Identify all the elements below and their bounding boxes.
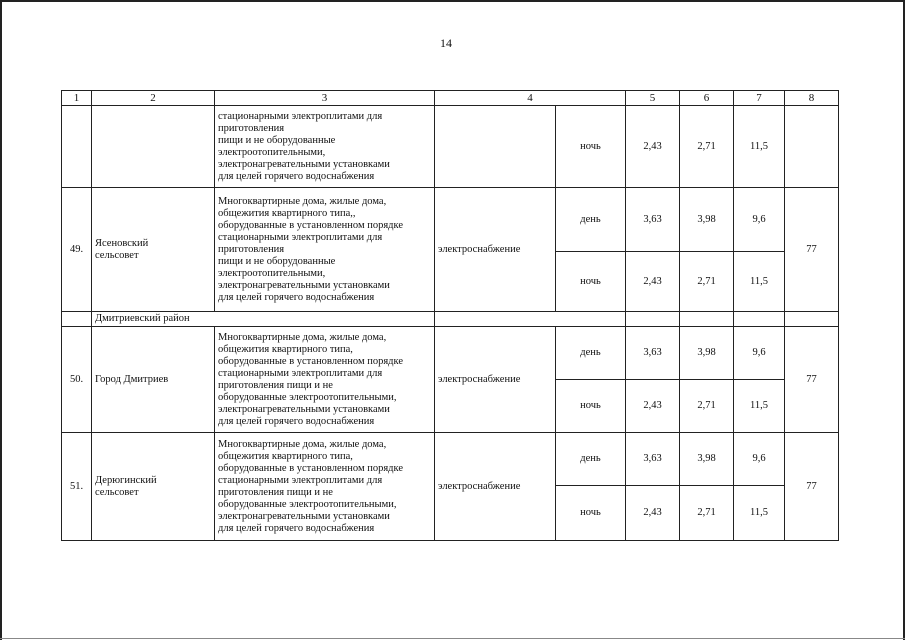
consumer-description: Многоквартирные дома, жилые дома, общежития квартирного типа, оборудованные в установленном порядке стационарными электроплитами для приготовления пищи и не оборудованные электроотопительными, электронагревательными установками для целей горячего водоснабжения xyxy=(215,327,435,433)
value-col8: 77 xyxy=(785,188,839,312)
empty-cell xyxy=(785,312,839,327)
value-col6: 2,71 xyxy=(680,252,734,312)
region-name: Дмитриевский район xyxy=(92,312,435,327)
header-cell: 8 xyxy=(785,91,839,106)
header-cell: 4 xyxy=(435,91,626,106)
page-frame-bottom xyxy=(0,638,905,639)
value-col5: 3,63 xyxy=(626,327,680,380)
consumer-description: Многоквартирные дома, жилые дома, общежития квартирного типа,, оборудованные в установленном порядке стационарными электроплитами для приготовления пищи и не оборудованные электроотопительными, электронагревательными установками для целей горячего водоснабжения xyxy=(215,188,435,312)
service-type xyxy=(435,106,556,188)
consumer-description: стационарными электроплитами для приготовления пищи и не оборудованные электроотопительными, электронагревательными установками для целей горячего водоснабжения xyxy=(215,106,435,188)
page-frame-top xyxy=(0,0,905,2)
row-number: 49. xyxy=(62,188,92,312)
header-cell: 2 xyxy=(92,91,215,106)
header-cell: 6 xyxy=(680,91,734,106)
table-header-row xyxy=(62,91,839,106)
value-col6: 2,71 xyxy=(680,380,734,433)
value-col7: 9,6 xyxy=(734,327,785,380)
header-cell: 5 xyxy=(626,91,680,106)
value-col5: 2,43 xyxy=(626,486,680,541)
settlement-name: Город Дмитриев xyxy=(92,327,215,433)
table-row xyxy=(62,188,839,252)
row-number: 51. xyxy=(62,433,92,541)
service-type: электроснабжение xyxy=(435,327,556,433)
value-col7: 11,5 xyxy=(734,486,785,541)
value-col8: 77 xyxy=(785,433,839,541)
service-type: электроснабжение xyxy=(435,433,556,541)
row-number xyxy=(62,106,92,188)
value-col8 xyxy=(785,106,839,188)
consumer-description: Многоквартирные дома, жилые дома, общежития квартирного типа, оборудованные в установленном порядке стационарными электроплитами для приготовления пищи и не оборудованные электроотопительными, электронагревательными установками для целей горячего водоснабжения xyxy=(215,433,435,541)
service-type: электроснабжение xyxy=(435,188,556,312)
header-cell: 7 xyxy=(734,91,785,106)
value-col5: 2,43 xyxy=(626,380,680,433)
time-zone: ночь xyxy=(556,106,626,188)
header-cell: 1 xyxy=(62,91,92,106)
value-col7: 11,5 xyxy=(734,380,785,433)
time-zone: ночь xyxy=(556,380,626,433)
value-col5: 2,43 xyxy=(626,252,680,312)
header-cell: 3 xyxy=(215,91,435,106)
table-row xyxy=(62,106,839,188)
value-col7: 11,5 xyxy=(734,252,785,312)
value-col6: 3,98 xyxy=(680,327,734,380)
settlement-name: Ясеновский сельсовет xyxy=(92,188,215,312)
value-col6: 3,98 xyxy=(680,433,734,486)
page-number: 14 xyxy=(440,36,452,50)
value-col7: 11,5 xyxy=(734,106,785,188)
settlement-name xyxy=(92,106,215,188)
empty-cell xyxy=(626,312,680,327)
value-col6: 2,71 xyxy=(680,106,734,188)
page-frame-left xyxy=(0,0,2,640)
time-zone: день xyxy=(556,188,626,252)
value-col7: 9,6 xyxy=(734,188,785,252)
time-zone: ночь xyxy=(556,486,626,541)
tariff-table xyxy=(61,90,839,541)
value-col8: 77 xyxy=(785,327,839,433)
time-zone: день xyxy=(556,327,626,380)
empty-cell xyxy=(680,312,734,327)
table-row xyxy=(62,433,839,486)
value-col6: 3,98 xyxy=(680,188,734,252)
row-number: 50. xyxy=(62,327,92,433)
table-row xyxy=(62,327,839,380)
empty-cell xyxy=(435,312,626,327)
time-zone: ночь xyxy=(556,252,626,312)
value-col5: 3,63 xyxy=(626,188,680,252)
value-col5: 3,63 xyxy=(626,433,680,486)
value-col5: 2,43 xyxy=(626,106,680,188)
row-number xyxy=(62,312,92,327)
value-col6: 2,71 xyxy=(680,486,734,541)
empty-cell xyxy=(734,312,785,327)
value-col7: 9,6 xyxy=(734,433,785,486)
settlement-name: Дерюгинский сельсовет xyxy=(92,433,215,541)
region-row xyxy=(62,312,839,327)
time-zone: день xyxy=(556,433,626,486)
